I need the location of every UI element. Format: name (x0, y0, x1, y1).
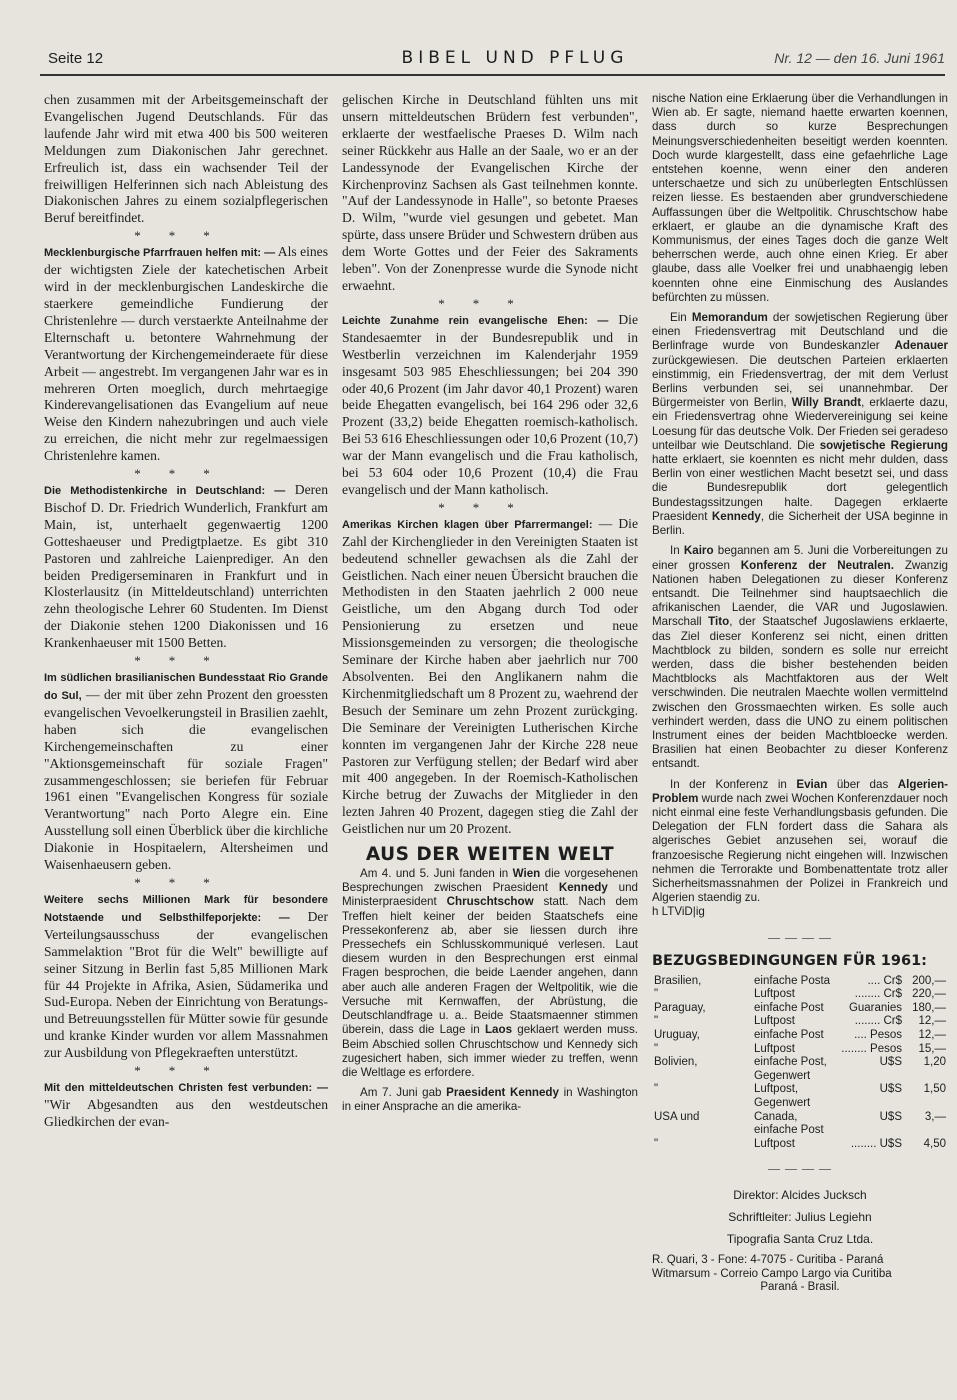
article-heading: Die Methodistenkirche in Deutschland: — (44, 485, 286, 498)
address (652, 1254, 948, 1295)
article-heading: Weitere sechs Millionen Mark für besondere Notstaende und Selbsthilfeporjekte: — (44, 893, 328, 924)
masthead-title: BIBEL UND PFLUG (401, 48, 629, 68)
section-separator: *** (438, 499, 542, 515)
price-row (652, 1111, 948, 1138)
price-cur: .... Pesos (854, 1028, 902, 1041)
price-amt: 12,— (918, 1015, 946, 1028)
price-place: Paraguay, (654, 1001, 706, 1014)
subscription-table (652, 975, 948, 1152)
price-amt: 3,— (924, 1110, 946, 1123)
world-news-memorandum: Ein Memorandum der sowjetischen Regierung über einen Friedensvertrag mit Deutschland und die Berlinfrage wurde von Bundeskanzler Adenauer zurückgewiesen. Die deutschen Parteien erklaerten einstimmig, ein Friedensvertrag, der mit dem Verlust Berlins verbunden sei, sei unannehmbar. Der Bürgermeister von Berlin, Willy Brandt, erklaerte dazu, ein Friedensvertrag ohne Wiedervereinigung sei keine Loesung für das deutsche Volk. Der Frieden sei geradeso unteilbar wie Deutschland. Die sowjetische Regierung hatte erklaert, sie koennten es nicht mehr dulden, dass Berlin von einer westlichen Macht besetzt sei, und dass die Bundesrepublik dort gelegentlich Bundestagssitzungen halte. Dagegen erklaerte Praesident Kennedy, die Sicherheit der USA beginne in Berlin. (652, 311, 949, 538)
price-amt: 1,20 (923, 1056, 946, 1069)
world-news-evian: In der Konferenz in Evian über das Algerien-Problem wurde nach zwei Wochen Konferenzdauer noch nicht einmal eine feste Verhandlungsbasis gefunden. Die Delegation der FLN fordert dass die Sahara als algerisches Gebiet anzusehen sei, worauf die franzoesische Regierung nicht eingehen will. Inzwischen nehmen die Terrorakte und Bombenattentate trotz aller Sicherheitsmassnahmen der Polizei in Frankreich und Algerien staendig zu. h LTViD|ig (652, 777, 949, 919)
price-cur: ........ Cr$ (854, 988, 902, 1001)
price-cur: ........ U$S (850, 1137, 902, 1150)
article-body: Die Standesaemter in der Bundesrepublik und in Westberlin verzeichnen im Kalenderjahr 1959 insgesamt 503 985 Eheschliessungen; bei 204 390 oder 40,6 Prozent (im Jahr davor 40,1 Prozent) waren beide Ehegatten evangelisch, bei 164 296 oder 32,6 Prozent (33,2) beide Ehegatten roemisch-katholisch. Bei 53 616 Eheschliessungen oder 10,6 Prozent (10,7) war der Mann evangelisch und die Frau katholisch, bei 53 604 oder 10,6 Prozent (10,4) die Frau evangelisch und der Mann katholisch. (342, 311, 638, 497)
price-row (652, 975, 948, 989)
article-pfarrfrauen (44, 244, 328, 465)
price-cur: U$S (879, 1110, 902, 1123)
address-line: Paraná - Brasil. (760, 1281, 840, 1294)
director: Direktor: Alcides Jucksch (733, 1188, 867, 1203)
section-separator: *** (134, 1063, 238, 1079)
price-place: " (654, 1015, 659, 1028)
article-methodisten (44, 482, 328, 652)
price-amt: 4,50 (923, 1137, 946, 1150)
article-heading: Mecklenburgische Pfarrfrauen helfen mit: — (44, 247, 276, 260)
price-row (652, 1015, 948, 1029)
world-news-kairo: In Kairo begannen am 5. Juni die Vorbereitungen zu einer grossen Konferenz der Neutralen. Zwanzig Nationen haben Delegationen zu dieser Konferenz entsandt. Die Teilnehmer sind hauptsaechlich die afrikanischen Laender, die VAR und Jugoslawien. Marschall Tito, der Staatschef Jugoslawiens erklaerte, das Ziel dieser Konferenz sei nicht, einen dritten Machtblock zu bilden, sondern es solle nur erreicht werden, dass die bisher bestehenden beiden Machtblocks als Machtfaktoren aus der Welt verschwinden. Die neutralen Maechte wollen vermittelnd zwischen den Grossmaechten wirken. Es solle auch verhindert werden, dass die UNO zu einem politischen Instrument eines der beiden Machtbloecke werden. Brasilien hat einen Beobachter zu dieser Konferenz entsandt. (652, 544, 948, 771)
price-mode: einfache Posta (754, 974, 831, 987)
article-continuation: chen zusammen mit der Arbeitsgemeinschaft der Evangelischen Jugend Deutschlands. Für das laufende Jahr wird mit etwa 400 bis 500 weiteren Meldungen zum Diakonischen Jahr gerechnet. Erfreulich ist, dass ein wachsender Teil der freiwilligen Helferinnen sich nach Ableistung des Diakonischen Jahres zu einem sozialpflegerischen Beruf bereitfindet. (44, 92, 328, 226)
article-body: — Die Zahl der Kirchenglieder in den Vereinigten Staaten ist bedeutend schneller gewachsen als die Zahl der Geistlichen. Nach einer neuen Übersicht brauchen die Methodisten in den Staaten jaehrlich 2 000 neue Geistliche, um den Abgang durch Tod oder Pensionierung zu ersetzen und neue Missionsgemeinden zu versorgen; die theologische Seminare der Kirche haben aber jaehrlich nur 700 Absolventen. Bei den Anglikanern nahm die Kirchenmitgliedschaft um 8 Prozent zu, waehrend der Besuch der Seminare um zehn Prozent zurückging. Die Seminare der Vereinigten Lutherischen Kirche konnten im vergangenen Jahr der Kirche 228 neue Pastoren zur Verfügung stellen; der Bedarf wird aber mit 400 angegeben. In der Roemisch-Katholischen Kirche betrug der Zuwachs der Mitglieder in den lezten Jahren 40 Prozent, dagegen stieg die Zahl der Geistlichen nur um 20 Prozent. (342, 515, 638, 837)
article-body: Als eines der wichtigsten Ziele der katechetischen Arbeit wird in der mecklenburgischen Landeskirche die staerkere gemeindliche Fundierung der Christenlehre — durch verstaerkte Anteilnahme der Elternschaft u. betontere Wahrnehmung der Verantwortung der Kirchengemeinderaete für diese Arbeit — angestrebt. Im vergangenen Jahr war es in mehreren Orten moeglich, durch mehrtaegige Kinderevangelisationen das Evangelium auf neue Weise den Kindern nahezubringen und auch viele zu erreichen, die nicht mehr zur regelmaessigen Christenlehre kamen. (44, 244, 329, 464)
section-separator: *** (134, 653, 238, 669)
address-line: R. Quari, 3 - Fone: 4-7075 - Curitiba - Paraná (652, 1254, 884, 1267)
price-row (652, 1002, 948, 1016)
price-cur: Guaranies (848, 1001, 902, 1014)
section-separator: *** (134, 874, 238, 890)
world-news-continuation: nische Nation eine Erklaerung über die Verhandlungen in Wien ab. Er sagte, niemand haette erwarten koennen, dass durch so kurze Besprechungen Meinungsverschiedenheiten beseitigt werden koennten. Doch wurde klargestellt, dass eine gefaehrliche Lage entstehen koenne, wenn einer den anderen unterschaetze und sich zu unüberlegten Entschlüssen reizen liesse. Es bestaenden aber grundverschiedene Auffassungen über die Weltpolitik. Chruschtschow habe erklaert, er glaube an die dynamische Kraft des Kommunismus, der eines Tages doch die ganze Welt beherrschen werde, auch ohne einen Krieg. Er aber glaube, dass alle Voelker frei und unabhaengig leben koennten ohne eine Einmischung des Auslandes befürchten zu müssen. (652, 92, 948, 304)
article-body: Der Verteilungsausschuss der evangelischen Sammelaktion "Brot für die Welt" bewilligte auf seiner Sitzung in Berlin fast 5,85 Millionen Mark für 44 Projekte in Afrika, Asien, Südamerika und Sud-Europa. Neben der Einrichtung von Beratungs- und Betreuungsstellen für Mütter sowie für gesunde und kranke Kinder wurden vor allem Massnahmen zur Ausbildung von Pflegekraeften unterstützt. (44, 908, 328, 1061)
price-mode: Canada, einfache Post (754, 1110, 824, 1137)
price-row (652, 1029, 948, 1043)
price-cur: U$S (879, 1056, 902, 1069)
article-pfarrermangel (342, 516, 638, 838)
article-brasilien (44, 669, 328, 874)
printer: Tipografia Santa Cruz Ltda. (726, 1232, 874, 1247)
price-cur: .... Cr$ (867, 974, 902, 987)
price-row (652, 988, 948, 1002)
article-body: — der mit über zehn Prozent den groessten evangelischen Vevoelkerungsteil in Brasilien zaehlt, haben sich die evangelischen Kirchengemeinschaften zu einer "Aktionsgemeinschaft für soziale Fragen" zusammengeschlossen; sie beriefen für Februar 1961 einen "Evangelischen Kongress für soziale Verantwortung" nach Porto Alegre ein. Eine Ausstellung soll einen Überblick über die kirchliche Diakonie in Hospitaelern, Altersheimen und Waisenhaeusern geben. (44, 687, 328, 873)
article-heading: Leichte Zunahme rein evangelische Ehen: — (342, 314, 609, 327)
price-mode: Luftpost (754, 1015, 795, 1028)
address-line: Witmarsum - Correio Campo Largo via Curitiba (652, 1267, 892, 1280)
column-1 (44, 92, 328, 1131)
world-news-washington: Am 7. Juni gab Praesident Kennedy in Washington in einer Ansprache an die amerika- (342, 1086, 639, 1114)
column-2 (342, 92, 638, 1121)
price-place: Bolivien, (654, 1056, 698, 1069)
price-mode: einfache Post (754, 1001, 824, 1014)
section-title: AUS DER WEITEN WELT (365, 844, 615, 866)
article-millionen (44, 891, 328, 1062)
price-mode: Luftpost, Gegenwert (754, 1083, 811, 1109)
price-amt: 200,— (912, 974, 946, 987)
section-separator: *** (134, 466, 238, 482)
price-mode: einfache Post, Gegenwert (754, 1056, 827, 1082)
price-place: " (654, 1042, 659, 1055)
article-heading: Mit den mitteldeutschen Christen fest verbunden: — (44, 1082, 328, 1095)
price-place: Uruguay, (654, 1028, 700, 1041)
price-mode: einfache Post (754, 1028, 824, 1041)
subscription-title: BEZUGSBEDINGUNGEN FÜR 1961: (652, 952, 927, 969)
divider: — — — — (768, 929, 832, 944)
column-3 (652, 92, 948, 1295)
price-row (652, 1138, 948, 1152)
issue-date: Nr. 12 — den 16. Juni 1961 (774, 50, 945, 66)
price-place: USA und (654, 1110, 700, 1123)
signature: h LTViD|ig (652, 905, 705, 919)
divider: — — — — (768, 1161, 832, 1176)
price-amt: 12,— (918, 1028, 946, 1041)
page-header (40, 48, 945, 76)
price-place: " (654, 1083, 659, 1096)
article-heading: Im südlichen brasilianischen Bundesstaat Rio Grande do Sul, (44, 672, 328, 702)
price-row (652, 1056, 948, 1083)
editor: Schriftleiter: Julius Legiehn (728, 1210, 872, 1225)
price-place: Brasilien, (654, 974, 702, 987)
section-separator: *** (134, 228, 238, 244)
article-body: Deren Bischof D. Dr. Friedrich Wunderlich, Frankfurt am Main, ist, unterhaelt gegenwaertig 1200 Gotteshaeuser und Predigtplaetze. Es gibt 310 Pastoren und zahlreiche Laienprediger. An den beiden Predigerseminaren in Frankfurt und in Klosterlausitz (in Mitteldeutschland) unterrichten zehn theologische Lehrer 60 Studenten. Im Dienst der Diakonie stehen 1200 Diakonissen und 16 Krankenhaeuser mit 1500 Betten. (44, 482, 328, 651)
price-cur: ........ Pesos (841, 1042, 902, 1055)
price-row (652, 1083, 948, 1110)
article-body: "Wir Abgesandten aus den westdeutschen Gliedkirchen der evan- (44, 1096, 328, 1129)
price-cur: ........ Cr$ (854, 1015, 902, 1028)
article-heading: Amerikas Kirchen klagen über Pfarrermangel: (342, 518, 593, 531)
price-amt: 220,— (912, 988, 946, 1001)
price-mode: Luftpost (754, 1042, 795, 1055)
price-amt: 180,— (912, 1001, 946, 1014)
article-mitteldeutsch (44, 1079, 328, 1131)
price-mode: Luftpost (754, 988, 795, 1001)
price-cur: U$S (879, 1083, 902, 1096)
price-place: " (654, 1137, 659, 1150)
price-amt: 15,— (918, 1042, 946, 1055)
article-ehen (342, 312, 638, 499)
price-mode: Luftpost (754, 1137, 795, 1150)
article-continuation: gelischen Kirche in Deutschland fühlten uns mit unsern mitteldeutschen Brüdern fest verbunden", erklaerte der westfaelische Praeses D. Wilm nach seiner Rückkehr aus Halle an der Saale, wo er an der Landessynode der Evangelischen Kirche der Kirchenprovinz Sachsen als Gast teilnehmen konnte. "Auf der Landessynode in Halle", so betonte Praeses D. Wilm, "wurde viel gesungen und gebetet. Man spürte, dass unsere Brüder und Schwestern drüben aus dem Worte Gottes und der Feier des Sakraments leben". Von der Zonenpresse wurde die Synode nicht erwaehnt. (342, 92, 638, 293)
price-row (652, 1043, 948, 1057)
section-separator: *** (438, 295, 542, 311)
price-place: " (654, 988, 659, 1001)
world-news-wien: Am 4. und 5. Juni fanden in Wien die vorgesehenen Besprechungen zwischen Praesident Kennedy und Ministerpraesident Chruschtschow statt. Nach dem Treffen hielt keiner der beiden Staatschefs eine Pressekonferenz ab, aber sie liessen durch ihre Pressechefs ein Schlusskommuniqué verlesen. Laut diesem wurden in den Besprechungen erst einmal Fragen besprochen, die beide Laender angehen, dann aber auch alle anderen Fragen der Weltpolitik, wie die Versuche mit Kernwaffen, der Abrüstung, die Deutschlandfrage u. a.. Beide Staatsmaenner stimmen überein, dass die Lage in Laos geklaert werden muss. Beim Abschied sollen Chruschtschow und Kennedy sich zugesichert haben, sich immer wieder zu treffen, wenn die Weltlage es erfordere. (342, 867, 638, 1079)
page-number: Seite 12 (48, 50, 104, 67)
staff-box (652, 1184, 948, 1250)
price-amt: 1,50 (923, 1083, 946, 1096)
